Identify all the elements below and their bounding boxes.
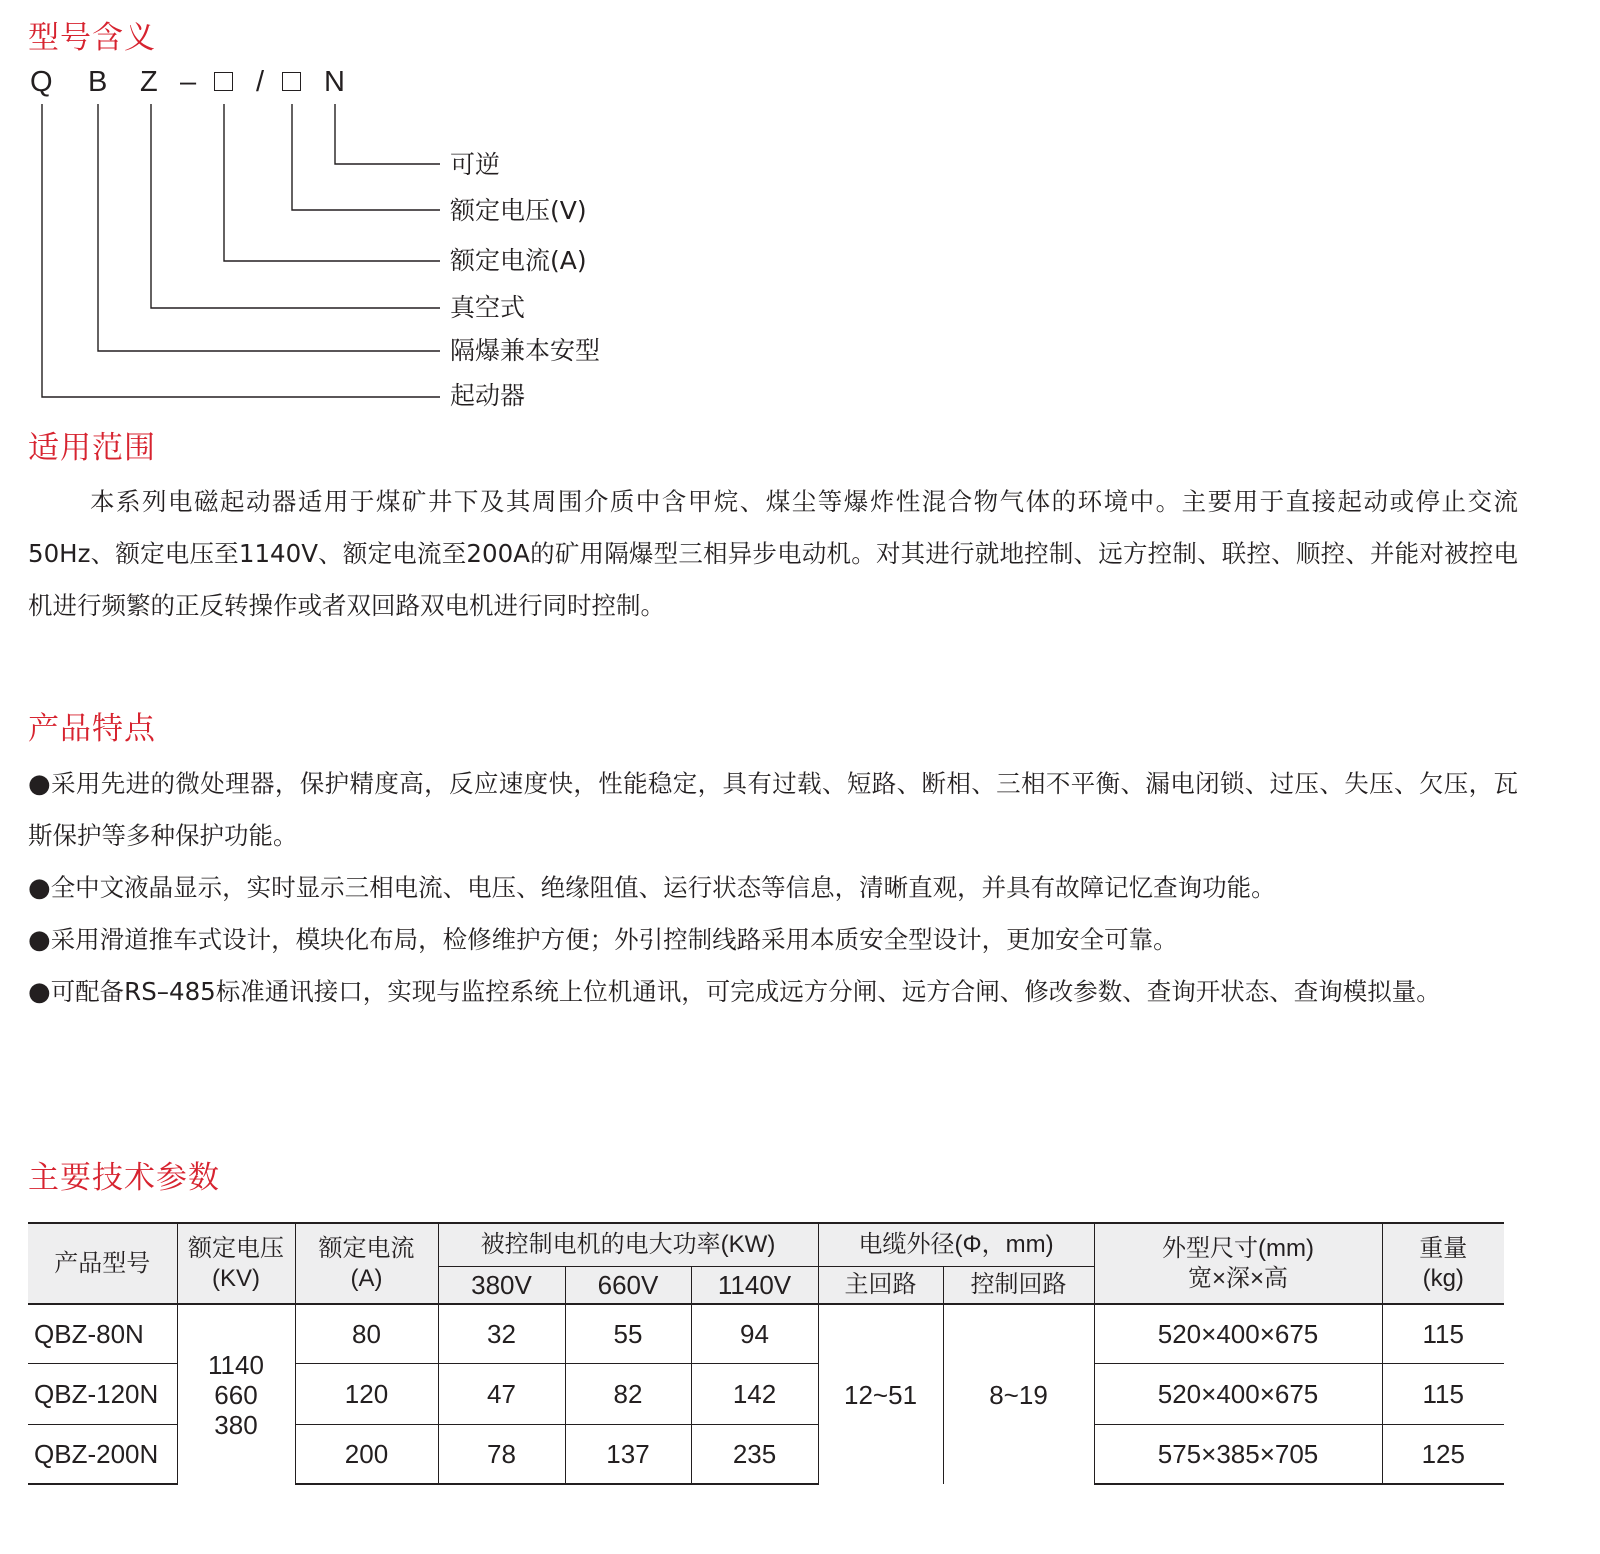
cell-power-660: 55 [565, 1304, 691, 1364]
voltage-660: 660 [214, 1379, 258, 1410]
connector-line-b [98, 104, 440, 351]
header-voltage-label: 额定电压 [188, 1234, 284, 1262]
section-title-scope: 适用范围 [28, 430, 156, 466]
scope-paragraph: 本系列电磁起动器适用于煤矿井下及其周围介质中含甲烷、煤尘等爆炸性混合物气体的环境中。主要用于直接起动或停止交流50Hz、额定电压至1140V、额定电流至200A的矿用隔爆型三相异步电动机。对其进行就地控制、远方控制、联控、顺控、并能对被控电机进行频繁的正反转操作或者双回路双电机进行同时控制。 [28, 487, 1518, 620]
connector-line-current [224, 104, 440, 261]
header-size-sub: 宽×深×高 [1188, 1264, 1289, 1292]
code-dash: – [180, 66, 197, 98]
connector-line-n [335, 104, 440, 164]
header-power-1140v: 1140V [691, 1267, 818, 1305]
cell-power-1140: 94 [691, 1304, 818, 1364]
meaning-reversible: 可逆 [450, 150, 501, 179]
cell-weight: 115 [1382, 1364, 1504, 1425]
table-row [28, 1304, 1504, 1364]
feature-item [28, 914, 1518, 966]
meaning-vacuum: 真空式 [450, 293, 526, 322]
cell-weight: 125 [1382, 1425, 1504, 1485]
meaning-rated-current: 额定电流(A) [450, 246, 587, 275]
cell-size: 520×400×675 [1094, 1364, 1382, 1425]
feature-item [28, 758, 1518, 862]
header-model: 产品型号 [28, 1223, 177, 1304]
cell-power-1140: 142 [691, 1364, 818, 1425]
cell-model: QBZ-120N [28, 1364, 177, 1425]
header-weight [1382, 1223, 1504, 1304]
code-letter-z: Z [140, 66, 158, 98]
cell-power-380: 78 [438, 1425, 565, 1485]
features-list [28, 758, 1518, 1018]
technical-parameters-table [28, 1222, 1504, 1485]
feature-item [28, 862, 1518, 914]
section-title-parameters: 主要技术参数 [28, 1160, 220, 1196]
cell-current: 80 [295, 1304, 438, 1364]
feature-item [28, 966, 1518, 1018]
connector-line-voltage [292, 104, 440, 210]
bullet-icon: ● [28, 925, 51, 955]
cell-size: 575×385×705 [1094, 1425, 1382, 1485]
cell-model: QBZ-200N [28, 1425, 177, 1485]
header-size [1094, 1223, 1382, 1304]
header-voltage-unit: (KV) [212, 1264, 260, 1292]
meaning-starter: 起动器 [450, 381, 526, 410]
feature-text: 采用先进的微处理器，保护精度高，反应速度快，性能稳定，具有过载、短路、断相、三相不平衡、漏电闭锁、过压、失压、欠压，瓦斯保护等多种保护功能。 [28, 769, 1518, 850]
header-voltage [177, 1223, 295, 1304]
meaning-rated-voltage: 额定电压(V) [450, 196, 587, 225]
code-letter-b: B [88, 66, 108, 98]
code-slash: / [256, 66, 265, 98]
header-cable: 电缆外径(Φ，mm) [818, 1223, 1094, 1267]
bullet-icon: ● [28, 873, 51, 903]
cell-power-380: 47 [438, 1364, 565, 1425]
voltage-1140: 1140 [208, 1349, 264, 1380]
cell-size: 520×400×675 [1094, 1304, 1382, 1364]
header-power-660v: 660V [565, 1267, 691, 1305]
model-code-connector-lines [0, 0, 460, 410]
cell-power-660: 82 [565, 1364, 691, 1425]
cell-cable-main: 12~51 [818, 1304, 943, 1484]
cell-cable-control: 8~19 [943, 1304, 1094, 1484]
header-cable-control: 控制回路 [943, 1267, 1094, 1305]
connector-line-q [42, 104, 440, 397]
code-letter-q: Q [30, 66, 53, 98]
meaning-flameproof-intrinsic: 隔爆兼本安型 [450, 336, 601, 365]
header-power: 被控制电机的电大功率(KW) [438, 1223, 818, 1267]
header-current [295, 1223, 438, 1304]
header-weight-unit: (kg) [1422, 1264, 1464, 1292]
cell-weight: 115 [1382, 1304, 1504, 1364]
feature-text: 可配备RS–485标准通讯接口，实现与监控系统上位机通讯，可完成远方分闸、远方合闸、修改参数、查询开状态、查询模拟量。 [50, 977, 1441, 1006]
cell-power-1140: 235 [691, 1425, 818, 1485]
cell-current: 120 [295, 1364, 438, 1425]
section-title-model-meaning: 型号含义 [28, 20, 156, 56]
header-power-380v: 380V [438, 1267, 565, 1305]
voltage-380: 380 [214, 1409, 258, 1440]
header-current-label: 额定电流 [318, 1234, 415, 1262]
section-title-features: 产品特点 [28, 711, 156, 747]
bullet-icon: ● [28, 977, 51, 1007]
cell-power-660: 137 [565, 1425, 691, 1485]
header-cable-main: 主回路 [818, 1267, 943, 1305]
header-weight-label: 重量 [1419, 1234, 1468, 1262]
header-current-unit: (A) [350, 1264, 383, 1292]
cell-power-380: 32 [438, 1304, 565, 1364]
cell-model: QBZ-80N [28, 1304, 177, 1364]
connector-line-z [151, 104, 440, 308]
cell-voltages [177, 1304, 295, 1484]
feature-text: 全中文液晶显示，实时显示三相电流、电压、绝缘阻值、运行状态等信息，清晰直观，并具有故障记忆查询功能。 [50, 873, 1276, 902]
cell-current: 200 [295, 1425, 438, 1485]
code-letter-n: N [324, 66, 345, 98]
bullet-icon: ● [28, 769, 52, 799]
feature-text: 采用滑道推车式设计，模块化布局，检修维护方便；外引控制线路采用本质安全型设计，更加安全可靠。 [50, 925, 1178, 954]
header-size-label: 外型尺寸(mm) [1162, 1234, 1314, 1262]
